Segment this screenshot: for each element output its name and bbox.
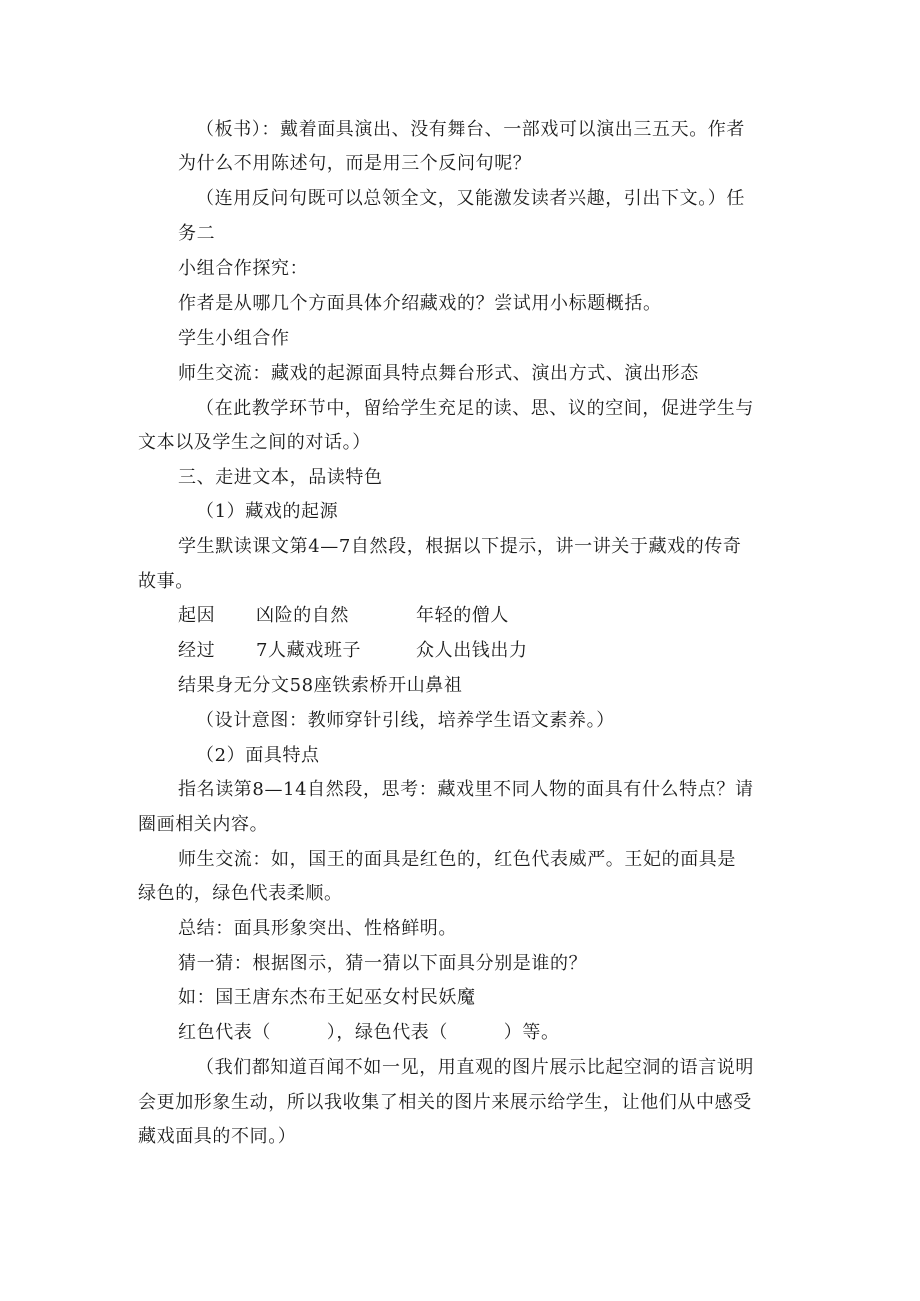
story-cell: 年轻的僧人 [416,605,509,626]
text-line: （板书）：戴着面具演出、没有舞台、一部戏可以演出三五天。作者 [196,119,745,140]
text-line: 绿色的，绿色代表柔顺。 [138,883,343,904]
story-cell: 经过 [178,640,216,661]
text-line: 师生交流：如，国王的面具是红色的，红色代表威严。王妃的面具是 [178,849,736,870]
text-line: 文本以及学生之间的对话。） [138,432,371,453]
text-line: 藏戏面具的不同。） [138,1126,297,1147]
text-line: 会更加形象生动，所以我收集了相关的图片来展示给学生，让他们从中感受 [138,1092,752,1113]
text-line: 猜一猜：根据图示，猜一猜以下面具分别是谁的？ [178,953,588,974]
text-line: 圈画相关内容。 [138,814,269,835]
text-line: 如：国王唐东杰布王妃巫女村民妖魔 [178,987,476,1008]
text-line: （设计意图：教师穿针引线，培养学生语文素养。） [196,710,615,731]
section-heading: 三、走进文本，品读特色 [178,467,383,488]
text-line: 指名读第8—14自然段，思考：藏戏里不同人物的面具有什么特点？请 [178,779,754,800]
text-line: 结果身无分文58座铁索桥开山鼻祖 [178,675,463,696]
story-cell: 众人出钱出力 [416,640,528,661]
text-line: 故事。 [138,571,194,592]
text-line: （在此教学环节中，留给学生充足的读、思、议的空间，促进学生与 [196,398,754,419]
text-line: 学生小组合作 [178,328,290,349]
text-line: 师生交流：藏戏的起源面具特点舞台形式、演出方式、演出形态 [178,363,699,384]
text-line: 作者是从哪几个方面具体介绍藏戏的？尝试用小标题概括。 [178,293,662,314]
text-line: 务二 [178,223,216,244]
story-cell: 凶险的自然 [256,605,349,626]
text-line: 为什么不用陈述句，而是用三个反问句呢？ [178,153,532,174]
subsection-heading: （2）面具特点 [196,745,320,766]
text-line: 红色代表（ ），绿色代表（ ）等。 [178,1022,560,1043]
text-line: 学生默读课文第4—7自然段，根据以下提示，讲一讲关于藏戏的传奇 [178,536,742,557]
subsection-heading: （1）藏戏的起源 [196,501,339,522]
section-heading: 小组合作探究： [178,258,309,279]
text-line: （我们都知道百闻不如一见，用直观的图片展示比起空洞的语言说明 [196,1057,754,1078]
text-line: 总结：面具形象突出、性格鲜明。 [178,918,457,939]
story-cell: 起因 [178,605,216,626]
story-cell: 7人藏戏班子 [256,640,362,661]
text-line: （连用反问句既可以总领全文，又能激发读者兴趣，引出下文。）任 [196,188,745,209]
